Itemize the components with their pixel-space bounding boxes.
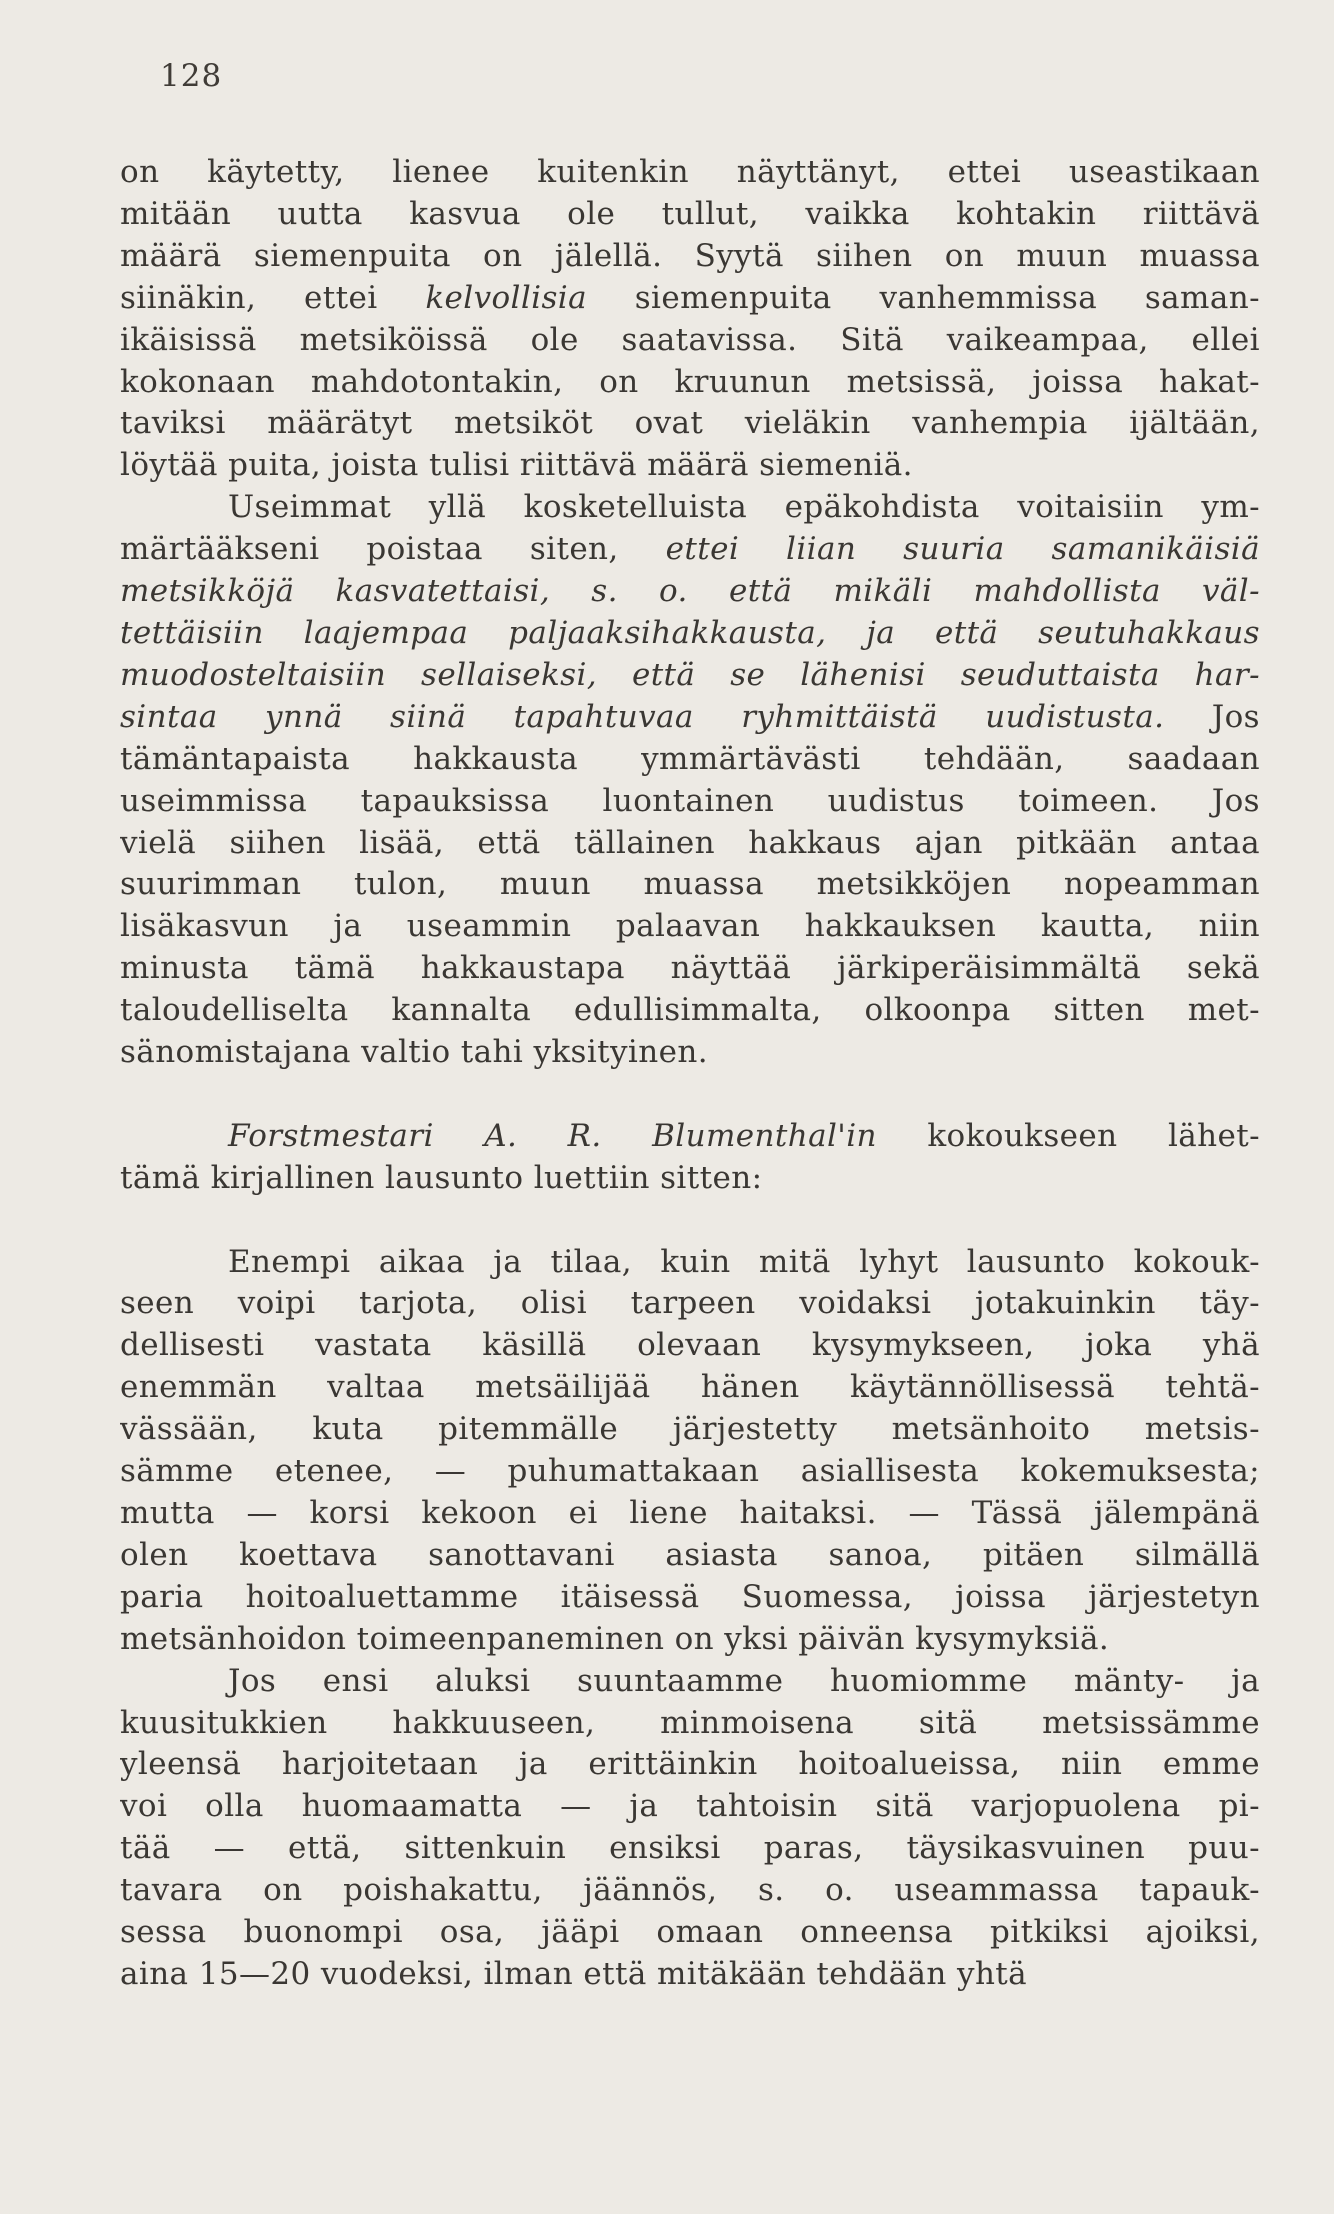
text-segment: dellisesti vastata käsillä olevaan kysymykseen, joka yhä bbox=[120, 1327, 1260, 1364]
text-line bbox=[120, 781, 1260, 823]
text-line bbox=[120, 152, 1260, 194]
text-segment: sämme etenee, — puhumattakaan asiallisesta kokemuksesta; bbox=[120, 1453, 1260, 1490]
text-segment: sänomistajana valtio tahi yksityinen. bbox=[120, 1034, 708, 1071]
text-segment: seen voipi tarjota, olisi tarpeen voidaksi jotakuinkin täy- bbox=[120, 1285, 1260, 1322]
page-number: 128 bbox=[160, 58, 223, 94]
text-line bbox=[120, 320, 1260, 362]
text-line bbox=[120, 1744, 1260, 1786]
text-segment: tämäntapaista hakkausta ymmärtävästi tehdään, saadaan bbox=[120, 740, 1260, 777]
text-segment: kokonaan mahdotontakin, on kruunun metsissä, joissa hakat- bbox=[120, 363, 1260, 400]
text-segment: voi olla huomaamatta — ja tahtoisin sitä varjopuolena pi- bbox=[120, 1788, 1260, 1825]
text-segment: suurimman tulon, muun muassa metsikköjen nopeamman bbox=[120, 866, 1260, 903]
text-segment: metsänhoidon toimeenpaneminen on yksi päivän kysymyksiä. bbox=[120, 1620, 1110, 1657]
text-line bbox=[120, 1828, 1260, 1870]
text-line bbox=[120, 1535, 1260, 1577]
italic-text: tettäisiin laajempaa paljaaksihakkausta, ja että seutuhakkaus bbox=[120, 614, 1260, 651]
text-segment: Useimmat yllä kosketelluista epäkohdista voitaisiin ym- bbox=[228, 489, 1260, 526]
text-segment: kokoukseen lähet- bbox=[876, 1117, 1260, 1154]
text-line bbox=[120, 1577, 1260, 1619]
text-line bbox=[120, 1619, 1260, 1661]
body-text bbox=[120, 152, 1260, 1996]
text-segment: taloudelliselta kannalta edullisimmalta, olkoonpa sitten met- bbox=[120, 992, 1260, 1029]
text-line bbox=[120, 1325, 1260, 1367]
text-line bbox=[120, 990, 1260, 1032]
text-line bbox=[120, 1870, 1260, 1912]
text-line bbox=[120, 278, 1260, 320]
text-segment: aina 15—20 vuodeksi, ilman että mitäkään tehdään yhtä bbox=[120, 1955, 1028, 1992]
text-segment: märtääkseni poistaa siten, bbox=[120, 531, 666, 568]
text-segment: lisäkasvun ja useammin palaavan hakkauksen kautta, niin bbox=[120, 908, 1260, 945]
text-line bbox=[120, 1786, 1260, 1828]
italic-text: metsikköjä kasvatettaisi, s. o. että mikäli mahdollista väl- bbox=[120, 573, 1260, 610]
text-line bbox=[120, 655, 1260, 697]
text-segment: taviksi määrätyt metsiköt ovat vieläkin vanhempia ijältään, bbox=[120, 405, 1260, 442]
text-segment: olen koettava sanottavani asiasta sanoa, pitäen silmällä bbox=[120, 1536, 1260, 1573]
text-line bbox=[120, 1409, 1260, 1451]
text-segment: mutta — korsi kekoon ei liene haitaksi. — Tässä jälempänä bbox=[120, 1494, 1260, 1531]
text-line bbox=[120, 1158, 1260, 1200]
text-line bbox=[120, 1116, 1260, 1158]
text-line bbox=[120, 445, 1260, 487]
text-segment: sessa buonompi osa, jääpi omaan onneensa pitkiksi ajoiksi, bbox=[120, 1914, 1260, 1951]
text-line bbox=[120, 1283, 1260, 1325]
text-segment: mitään uutta kasvua ole tullut, vaikka kohtakin riittävä bbox=[120, 195, 1260, 232]
italic-text: ettei liian suuria samanikäisiä bbox=[665, 531, 1260, 568]
text-line bbox=[120, 613, 1260, 655]
text-segment: löytää puita, joista tulisi riittävä määrä siemeniä. bbox=[120, 447, 913, 484]
text-line bbox=[120, 1954, 1260, 1996]
text-line bbox=[120, 906, 1260, 948]
text-line bbox=[120, 697, 1260, 739]
italic-text: kelvollisia bbox=[425, 279, 587, 316]
text-segment: vässään, kuta pitemmälle järjestetty metsänhoito metsis- bbox=[120, 1411, 1260, 1448]
text-segment: Enempi aikaa ja tilaa, kuin mitä lyhyt lausunto kokouk- bbox=[228, 1243, 1260, 1280]
text-segment: Jos bbox=[1164, 698, 1260, 735]
text-segment: siemenpuita vanhemmissa saman- bbox=[587, 279, 1260, 316]
text-line bbox=[120, 236, 1260, 278]
text-line bbox=[120, 362, 1260, 404]
text-segment: tämä kirjallinen lausunto luettiin sitten: bbox=[120, 1159, 763, 1196]
text-line bbox=[120, 529, 1260, 571]
text-line bbox=[120, 403, 1260, 445]
text-segment: minusta tämä hakkaustapa näyttää järkiperäisimmältä sekä bbox=[120, 950, 1260, 987]
italic-text: muodosteltaisiin sellaiseksi, että se lähenisi seuduttaista har- bbox=[120, 656, 1260, 693]
italic-text: Forstmestari A. R. Blumenthal'in bbox=[228, 1117, 877, 1154]
text-segment: tavara on poishakattu, jäännös, s. o. useammassa tapauk- bbox=[120, 1872, 1260, 1909]
text-line bbox=[120, 1493, 1260, 1535]
text-line bbox=[120, 823, 1260, 865]
text-line bbox=[120, 864, 1260, 906]
text-line bbox=[120, 739, 1260, 781]
text-segment: yleensä harjoitetaan ja erittäinkin hoitoalueissa, niin emme bbox=[120, 1746, 1260, 1783]
text-segment: useimmissa tapauksissa luontainen uudistus toimeen. Jos bbox=[120, 782, 1260, 819]
text-line bbox=[120, 1451, 1260, 1493]
text-segment: tää — että, sittenkuin ensiksi paras, täysikasvuinen puu- bbox=[120, 1830, 1260, 1867]
paragraph-gap bbox=[120, 1074, 1260, 1116]
text-segment: siinäkin, ettei bbox=[120, 279, 426, 316]
italic-text: sintaa ynnä siinä tapahtuvaa ryhmittäistä uudistusta. bbox=[120, 698, 1165, 735]
paragraph-gap bbox=[120, 1200, 1260, 1242]
text-segment: paria hoitoaluettamme itäisessä Suomessa, joissa järjestetyn bbox=[120, 1578, 1260, 1615]
text-line bbox=[120, 194, 1260, 236]
text-segment: enemmän valtaa metsäilijää hänen käytännöllisessä tehtä- bbox=[120, 1369, 1260, 1406]
text-line bbox=[120, 1661, 1260, 1703]
text-line bbox=[120, 1032, 1260, 1074]
text-line bbox=[120, 487, 1260, 529]
text-segment: ikäisissä metsiköissä ole saatavissa. Sitä vaikeampaa, ellei bbox=[120, 321, 1260, 358]
text-line bbox=[120, 948, 1260, 990]
text-line bbox=[120, 1367, 1260, 1409]
text-segment: vielä siihen lisää, että tällainen hakkaus ajan pitkään antaa bbox=[120, 824, 1260, 861]
text-line bbox=[120, 1912, 1260, 1954]
text-line bbox=[120, 1242, 1260, 1284]
text-segment: kuusitukkien hakkuuseen, minmoisena sitä metsissämme bbox=[120, 1704, 1260, 1741]
text-segment: määrä siemenpuita on jälellä. Syytä siihen on muun muassa bbox=[120, 237, 1260, 274]
text-line bbox=[120, 571, 1260, 613]
text-segment: Jos ensi aluksi suuntaamme huomiomme mänty- ja bbox=[228, 1662, 1260, 1699]
text-line bbox=[120, 1703, 1260, 1745]
text-segment: on käytetty, lienee kuitenkin näyttänyt, ettei useastikaan bbox=[120, 154, 1260, 190]
